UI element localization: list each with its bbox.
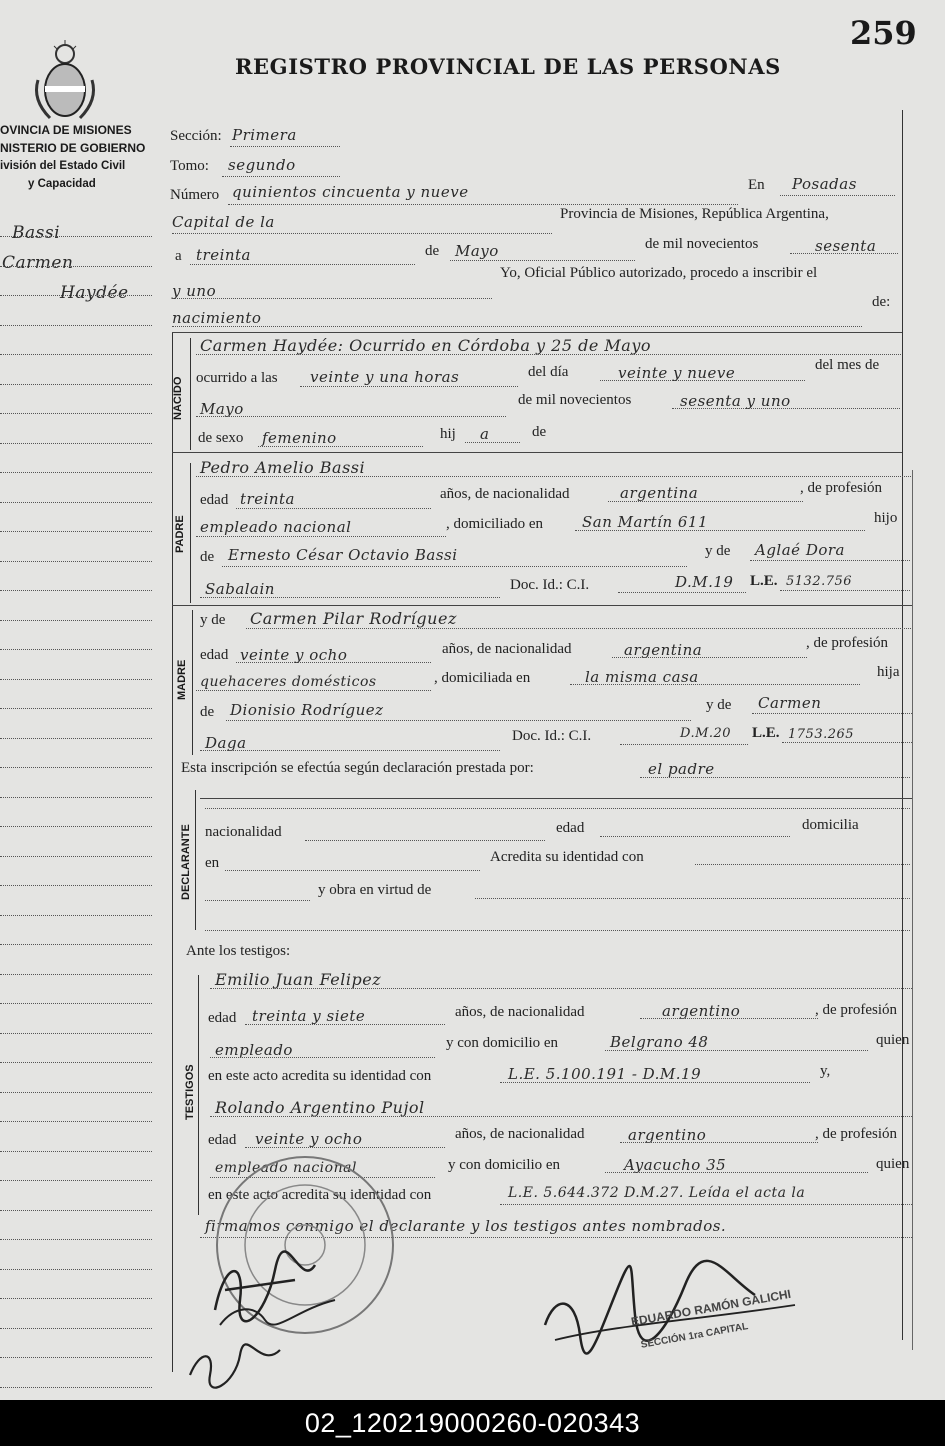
margin-line [0,472,152,473]
testigo-quien-label-2: quien [876,1156,910,1172]
madre-edad: veinte y ocho [240,646,348,664]
testigo-prof-label-2: , de profesión [815,1126,898,1142]
margin-line [0,295,152,296]
a-label: a [175,248,182,264]
stamp-line-1: EDUARDO RAMÓN GALICHI [630,1286,792,1329]
padre-edad-label: edad [200,492,229,508]
padre-de-label: de [200,549,215,565]
margin-line [0,1092,152,1093]
madre-madre-de: Carmen [758,694,822,712]
numero-value: quinientos cincuenta y nueve [232,183,469,201]
hij-label: hij [440,426,456,442]
padre-le: 5132.756 [786,574,853,589]
dia-value: treinta [196,246,252,264]
margin-line [0,738,152,739]
margin-line [0,1121,152,1122]
madre-section-label: MADRE [176,659,188,700]
padre-nac-label: años, de nacionalidad [440,486,570,502]
seccion-label: Sección: [170,128,222,144]
padre-domicilio: San Martín 611 [582,513,709,531]
margin-line [0,1033,152,1034]
mil-label: de mil novecientos [645,236,759,252]
margin-line [0,1210,152,1211]
madre-yde2-label: y de [706,697,732,713]
madre-domicilio: la misma casa [585,668,699,686]
tipo-value: nacimiento [172,309,262,327]
testigo2-edad: veinte y ocho [255,1130,363,1148]
office-heading-2: NISTERIO DE GOBIERNO [0,141,146,155]
margin-line [0,974,152,975]
nacido-dia: veinte y nueve [618,364,736,382]
padre-madre-de2: Sabalain [205,580,275,598]
madre-madre-de2: Daga [205,734,247,752]
hij-suffix: a [480,425,490,443]
declaracion-label: Esta inscripción se efectúa según declaración prestada por: [181,760,534,776]
margin-line [0,502,152,503]
margin-line [0,620,152,621]
padre-nacionalidad: argentina [620,484,699,502]
testigos-bracket [198,975,199,1215]
nacido-anio: sesenta y uno [680,392,791,410]
margin-line [0,708,152,709]
testigo2-nombre: Rolando Argentino Pujol [215,1098,425,1117]
margin-line [0,1387,152,1388]
madre-nombre: Carmen Pilar Rodríguez [250,609,457,628]
margin-firstname: Carmen [2,253,74,273]
ante-testigos-label: Ante los testigos: [186,943,291,959]
madre-padre-de: Dionisio Rodríguez [230,701,384,719]
madre-le-label: L.E. [752,725,780,741]
de2-label: de: [872,294,891,310]
margin-line [0,1328,152,1329]
madre-edad-label: edad [200,647,229,663]
margin-line [0,797,152,798]
madre-bracket [192,610,193,755]
margin-line [0,679,152,680]
padre-ci: D.M.19 [675,573,734,591]
testigo-nac-label-2: años, de nacionalidad [455,1126,585,1142]
testigo-y-label: y, [820,1063,831,1079]
oficial-label: Yo, Oficial Público autorizado, procedo a inscribir el [500,265,818,281]
padre-padre-de: Ernesto César Octavio Bassi [228,546,458,564]
madre-profesion: quehaceres domésticos [200,674,377,690]
mes-value: Mayo [455,242,499,260]
margin-line [0,915,152,916]
document-title: REGISTRO PROVINCIAL DE LAS PERSONAS [235,54,781,79]
ocurrido-label: ocurrido a las [196,370,278,386]
margin-line [0,1298,152,1299]
margin-line [0,1062,152,1063]
testigo1-identidad: L.E. 5.100.191 - D.M.19 [508,1065,702,1083]
testigo-dom-label-2: y con domicilio en [448,1157,561,1173]
anio-value: sesenta [815,237,877,255]
margin-line [0,1003,152,1004]
anio2-value: y uno [172,282,217,300]
testigo-nac-label-1: años, de nacionalidad [455,1004,585,1020]
margin-line [0,354,152,355]
margin-line [0,1239,152,1240]
padre-profesion: empleado nacional [200,518,352,536]
padre-le-label: L.E. [750,573,778,589]
margin-line [0,236,152,237]
madre-hija-label: hija [877,664,900,680]
firma-text: firmamos conmigo el declarante y los testigos antes nombrados. [205,1217,727,1235]
margin-line [0,885,152,886]
margin-surname: Bassi [12,223,61,243]
page-number: 259 [850,14,917,52]
stamp-line-2: SECCIÓN 1ra CAPITAL [640,1321,749,1351]
testigo2-nacionalidad: argentino [628,1126,707,1144]
testigo-acredita-label-1: en este acto acredita su identidad con [208,1068,432,1084]
madre-nacionalidad: argentina [624,641,703,659]
padre-edad: treinta [240,490,296,508]
madre-de-label: de [200,704,215,720]
testigos-section-label: TESTIGOS [184,1064,196,1120]
testigo1-edad: treinta y siete [252,1007,366,1025]
padre-prof-label: , de profesión [800,480,883,496]
de-label: de [425,243,440,259]
left-border [172,332,173,1372]
testigo-edad-label-2: edad [208,1132,237,1148]
declarante-en-label: en [205,855,220,871]
margin-line [0,826,152,827]
nacido-nombre: Carmen Haydée: Ocurrido en Córdoba y 25 de Mayo [200,336,651,355]
padre-dom-label: , domiciliado en [446,516,544,532]
margin-line [0,384,152,385]
margin-line [0,590,152,591]
madre-yde-label: y de [200,612,226,628]
margin-line [0,531,152,532]
margin-line [0,1151,152,1152]
office-heading-1: OVINCIA DE MISIONES [0,123,132,137]
margin-line [0,1180,152,1181]
padre-section-label: PADRE [174,515,186,553]
testigo-quien-label-1: quien [876,1032,910,1048]
declarante-edad-label: edad [556,820,585,836]
margin-line [0,649,152,650]
testigo1-domicilio: Belgrano 48 [610,1033,709,1051]
madre-dom-label: , domiciliada en [434,670,531,686]
office-heading-3: ivisión del Estado Civil [0,160,126,172]
testigo2-profesion: empleado nacional [215,1160,357,1176]
margin-line [0,325,152,326]
tomo-value: segundo [228,156,296,174]
declarante-dom-label: domicilia [802,817,859,833]
padre-hijo-label: hijo [874,510,898,526]
capital-value: Capital de la [172,213,275,231]
witness-signature-2 [185,1330,305,1390]
margin-line [0,856,152,857]
declarante-obra-label: y obra en virtud de [318,882,432,898]
madre-doc-label: Doc. Id.: C.I. [512,728,592,744]
declarante-nac-label: nacionalidad [205,824,282,840]
en-value: Posadas [792,175,857,193]
declaracion-por: el padre [648,760,715,778]
tomo-label: Tomo: [170,158,209,174]
sexo-label: de sexo [198,430,244,446]
image-caption: 02_120219000260-020343 [0,1400,945,1446]
madre-le: 1753.265 [788,727,855,742]
witness-signature-1 [205,1250,355,1330]
testigo-edad-label-1: edad [208,1010,237,1026]
margin-line [0,1357,152,1358]
nacido-mes: Mayo [200,400,244,418]
del-dia-label: del día [528,364,569,380]
margin-line [0,1269,152,1270]
nacido-sexo: femenino [262,429,337,447]
provincia-label: Provincia de Misiones, República Argentina, [560,206,829,222]
testigo1-nombre: Emilio Juan Felipez [215,970,382,989]
testigo1-profesion: empleado [215,1041,293,1059]
padre-yde-label: y de [705,543,731,559]
coat-of-arms-icon [30,40,100,122]
nacido-hora: veinte y una horas [310,368,460,386]
testigo-dom-label-1: y con domicilio en [446,1035,559,1051]
padre-madre-de: Aglaé Dora [755,541,845,559]
margin-line [0,944,152,945]
nacido-mil-label: de mil novecientos [518,392,632,408]
declarante-section-label: DECLARANTE [180,824,192,900]
testigo2-identidad: L.E. 5.644.372 D.M.27. Leída el acta la [508,1185,806,1201]
declarante-bracket [195,790,196,930]
testigo-prof-label-1: , de profesión [815,1002,898,1018]
margin-line [0,266,152,267]
padre-bracket [190,463,191,603]
margin-line [0,767,152,768]
office-heading-4: y Capacidad [28,178,96,190]
seccion-value: Primera [232,126,297,144]
numero-label: Número [170,187,220,203]
margin-middlename: Haydée [60,283,129,303]
right-border-inner [912,470,913,1350]
margin-line [0,443,152,444]
margin-line [0,413,152,414]
testigo1-nacionalidad: argentino [662,1002,741,1020]
madre-nac-label: años, de nacionalidad [442,641,572,657]
nacido-de-label: de [532,424,547,440]
margin-line [0,561,152,562]
madre-prof-label: , de profesión [806,635,889,651]
en-label: En [748,177,765,193]
del-mes-label: del mes de [815,357,880,373]
padre-nombre: Pedro Amelio Bassi [200,458,366,477]
padre-doc-label: Doc. Id.: C.I. [510,577,590,593]
madre-ci: D.M.20 [680,726,732,741]
testigo-acredita-label-2: en este acto acredita su identidad con [208,1187,432,1203]
nacido-section-label: NACIDO [172,376,184,420]
testigo2-domicilio: Ayacucho 35 [624,1156,727,1174]
declarante-acredita-label: Acredita su identidad con [490,849,644,865]
nacido-bracket [190,338,191,450]
